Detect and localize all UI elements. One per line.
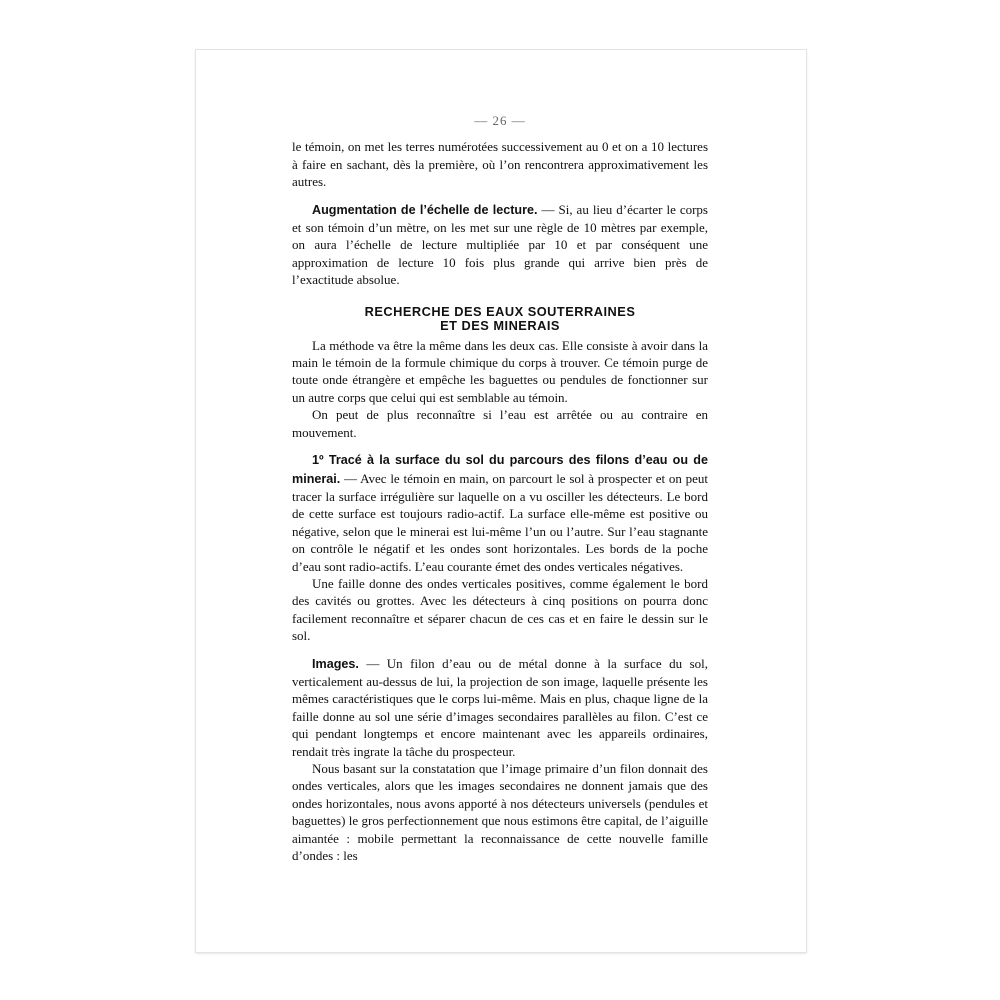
paragraph-title: Augmentation de l’échelle de lecture. [312,202,538,217]
section-heading-line-2: ET DES MINERAIS [440,317,560,333]
paragraph-continuation: le témoin, on met les terres numérotées successivement au 0 et on a 10 lectures à faire en sachant, dès la première, où l’on rencontrera approximativement les autres. [292,139,708,190]
paragraph-title: Images. [312,656,359,671]
paragraph-body: — Avec le témoin en main, on parcourt le sol à prospecter et on peut tracer la surface irrégulière sur laquelle on a vu osciller les détecteurs. Le bord de cette surface est toujours radio-actif. La surface elle-même est positive ou négative, selon que le minerai est lui-même l’un ou l’autre. Sur l’eau stagnante on contrôle le négatif et les ondes sont horizontales. Les bords de la poche d’eau sont radio-actifs. L’eau courante émet des ondes verticales négatives. [292,470,708,574]
paragraph-method: La méthode va être la même dans les deux cas. Elle consiste à avoir dans la main le témoin de la formule chimique du corps à trouver. Ce témoin purge de toute onde étrangère et empêche les baguettes ou pendules de fonctionner sur un autre corps que celui qui est semblable au témoin. [292,337,708,405]
page-number: — 26 — [474,113,526,128]
paragraph-reading-scale [292,201,708,289]
book-page [196,50,806,952]
paragraph-body: — Si, au lieu d’écarter le corps et son témoin d’un mètre, on les met sur une règle de 10 mètres par exemple, on aura l’échelle de lecture multipliée par 10 et par conséquent une approximation de lecture 10 fois plus grande qui arrive bien près de l’exactitude absolue. [292,201,708,288]
page-text [292,112,708,864]
section-heading [292,305,708,333]
paragraph-detectors: Nous basant sur la constatation que l’image primaire d’un filon donnait des ondes verticales, alors que les images secondaires ne donnent jamais que des ondes horizontales, nous avons apporté à nos détecteurs universels (pendules et baguettes) le gros perfectionnement que nous estimons être capital, de l’aiguille aimantée : mobile permettant la reconnaissance de cette nouvelle famille d’ondes : les [292,761,708,864]
section-heading-line-1: RECHERCHE DES EAUX SOUTERRAINES [364,303,636,319]
paragraph-water-movement: On peut de plus reconnaître si l’eau est arrêtée ou au contraire en mouvement. [292,407,708,440]
paragraph-body: — Un filon d’eau ou de métal donne à la surface du sol, verticalement au-dessus de lui, la projection de son image, laquelle présente les mêmes caractéristiques que le corps lui-même. Mais en plus, chaque ligne de la faille donne au sol une série d’images secondaires parallèles au filon. C’est ce qui pendant longtemps et encore maintenant avec les appareils ordinaires, rendait très ingrate la tâche du prospecteur. [292,655,708,759]
paragraph-title: 1º Tracé à la surface du sol du parcours des filons d’eau ou de minerai. [292,453,708,486]
paragraph-surface-tracing [292,451,708,575]
paragraph-images [292,655,708,760]
paragraph-fault: Une faille donne des ondes verticales positives, comme également le bord des cavités ou grottes. Avec les détecteurs à cinq positions on pourra donc facilement reconnaître et séparer chacun de ces cas et en faire le dessin sur le sol. [292,575,708,644]
